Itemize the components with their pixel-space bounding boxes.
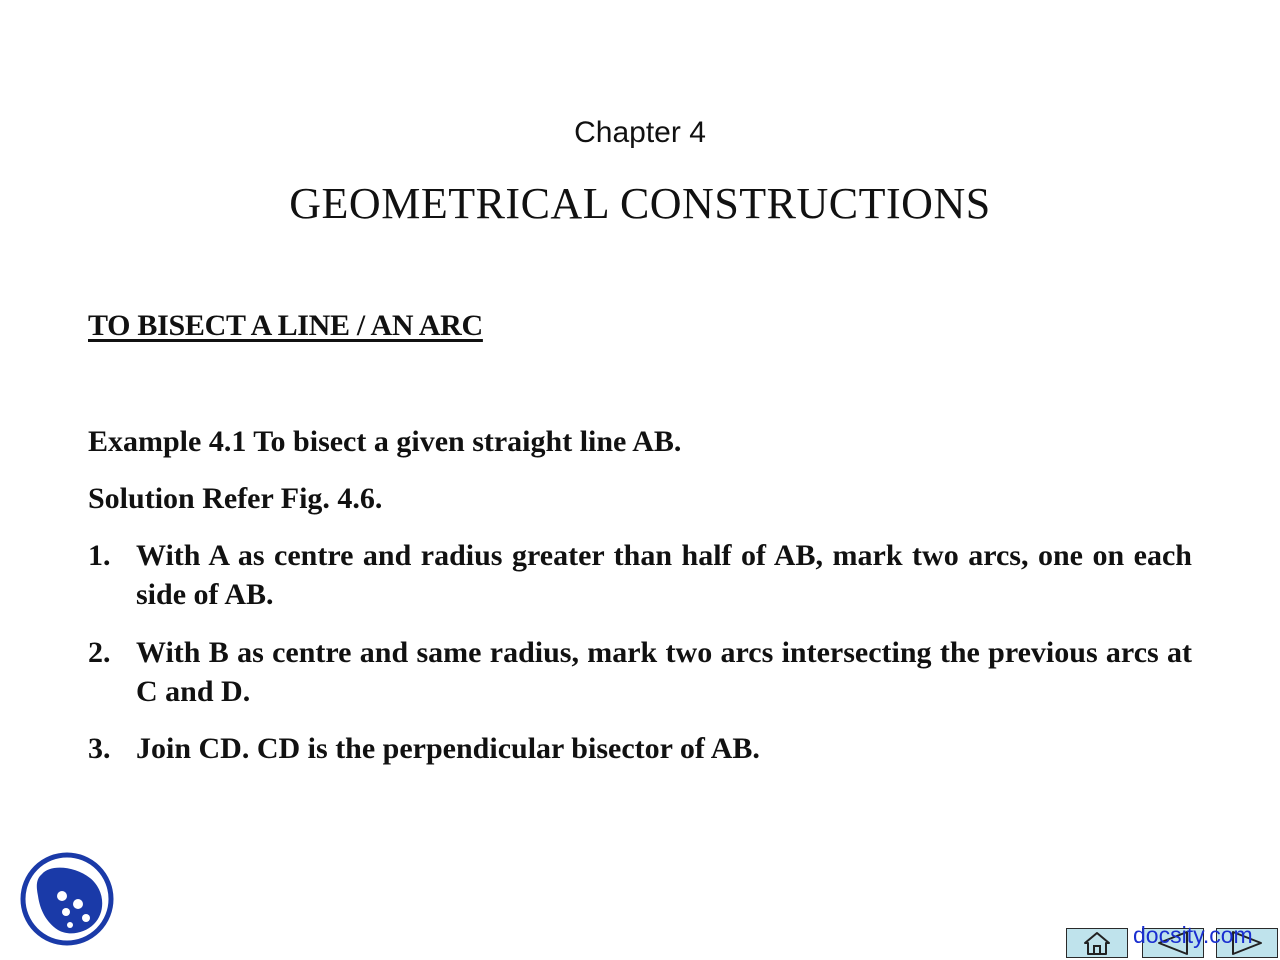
publisher-logo-icon: [20, 852, 114, 946]
home-icon: [1067, 929, 1127, 957]
step-number: 2.: [88, 636, 111, 669]
step-text: With A as centre and radius greater than half of AB, mark two arcs, one on each side of AB.: [136, 539, 1192, 611]
section-heading: TO BISECT A LINE / AN ARC: [88, 309, 483, 342]
step-text: Join CD. CD is the perpendicular bisector of AB.: [136, 732, 760, 765]
step-text: With B as centre and same radius, mark two arcs intersecting the previous arcs at C and D.: [136, 636, 1192, 708]
watermark: docsity.com: [1133, 922, 1253, 948]
step-item: [88, 729, 1192, 768]
solution-reference: Solution Refer Fig. 4.6.: [88, 482, 383, 515]
step-number: 1.: [88, 539, 111, 572]
step-number: 3.: [88, 732, 111, 765]
chapter-title: GEOMETRICAL CONSTRUCTIONS: [289, 179, 991, 228]
home-button[interactable]: [1066, 928, 1128, 958]
example-statement: Example 4.1 To bisect a given straight line AB.: [88, 425, 682, 458]
step-item: [88, 633, 1192, 711]
step-item: [88, 536, 1192, 614]
chapter-label: Chapter 4: [574, 116, 706, 149]
